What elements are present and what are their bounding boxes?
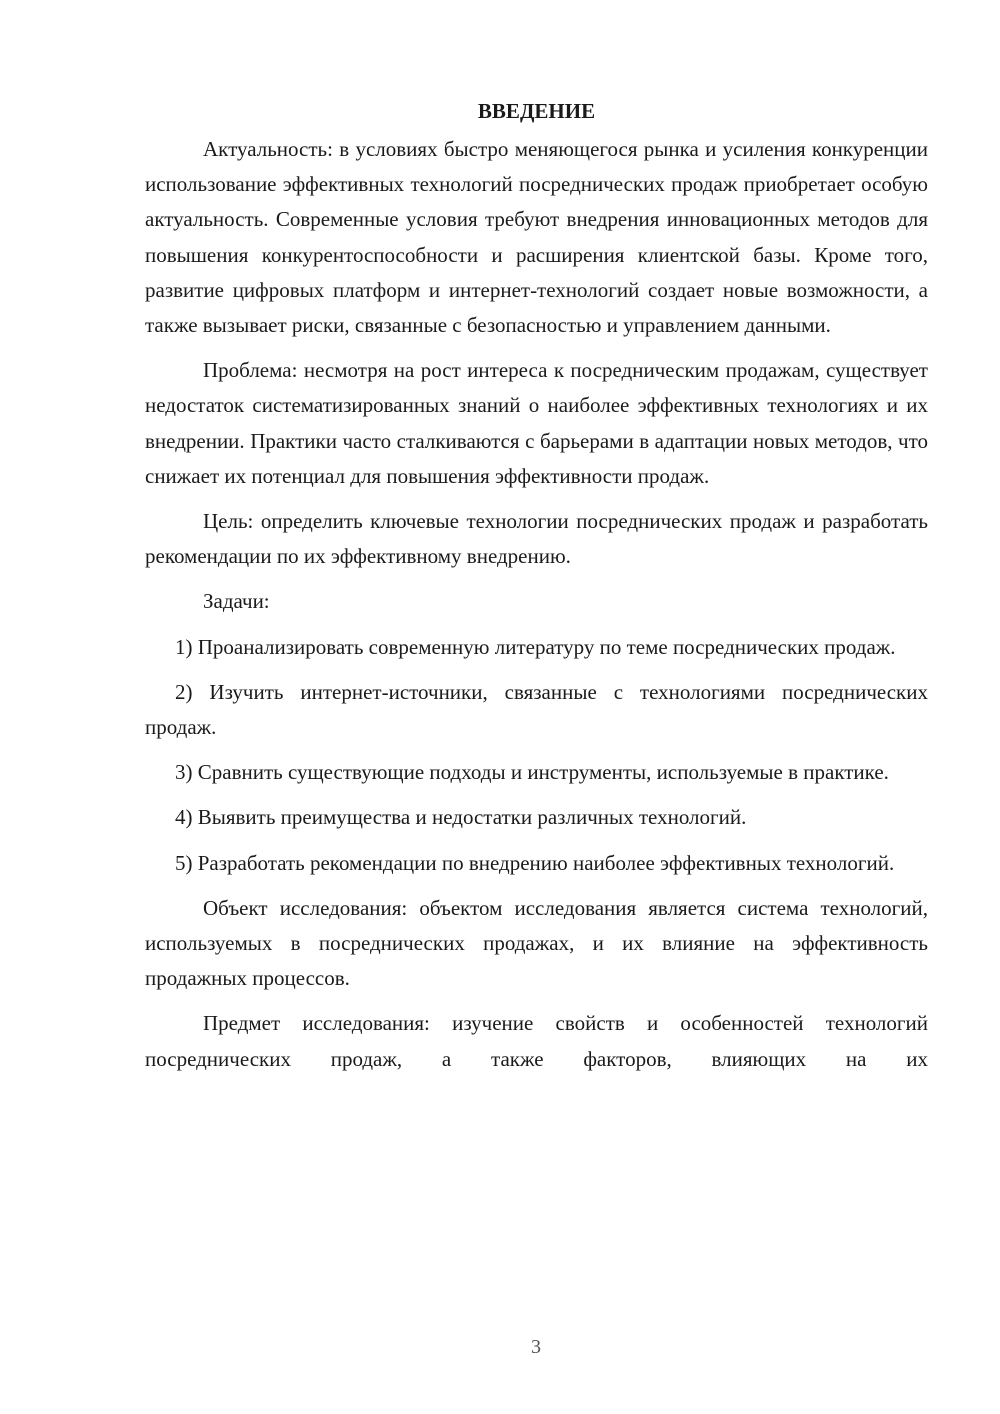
relevance-paragraph: Актуальность: в условиях быстро меняющегося рынка и усиления конкуренции использование эффективных технологий посреднических продаж приобретает особую актуальность. Современные условия требуют внедрения инновационных методов для повышения конкурентоспособности и расширения клиентской базы. Кроме того, развитие цифровых платформ и интернет-технологий создает новые возможности, а также вызывает риски, связанные с безопасностью и управлением данными. [145,137,928,338]
page-body [145,98,928,1077]
task-item-5: 5) Разработать рекомендации по внедрению наиболее эффективных технологий. [175,850,895,875]
task-item-3: 3) Сравнить существующие подходы и инструменты, используемые в практике. [175,760,889,785]
task-item-4: 4) Выявить преимущества и недостатки различных технологий. [175,805,747,830]
object-paragraph: Объект исследования: объектом исследования является система технологий, используемых в посреднических продажах, и их влияние на эффективность продажных процессов. [145,895,928,991]
tasks-label: Задачи: [203,589,270,614]
problem-paragraph: Проблема: несмотря на рост интереса к посредническим продажам, существует недостаток систематизированных знаний о наиболее эффективных технологиях и их внедрении. Практики часто сталкиваются с барьерами в адаптации новых методов, что снижает их потенциал для повышения эффективности продаж. [145,358,928,488]
goal-paragraph: Цель: определить ключевые технологии посреднических продаж и разработать рекомендации по их эффективному внедрению. [145,509,928,569]
subject-paragraph: Предмет исследования: изучение свойств и особенностей технологий посреднических продаж, а также факторов, влияющих на их [145,1011,928,1071]
page-number: 3 [531,1336,541,1358]
task-item-2: 2) Изучить интернет-источники, связанные с технологиями посреднических продаж. [145,679,928,740]
section-heading: ВВЕДЕНИЕ [477,99,596,123]
task-item-1: 1) Проанализировать современную литературу по теме посреднических продаж. [175,634,896,659]
